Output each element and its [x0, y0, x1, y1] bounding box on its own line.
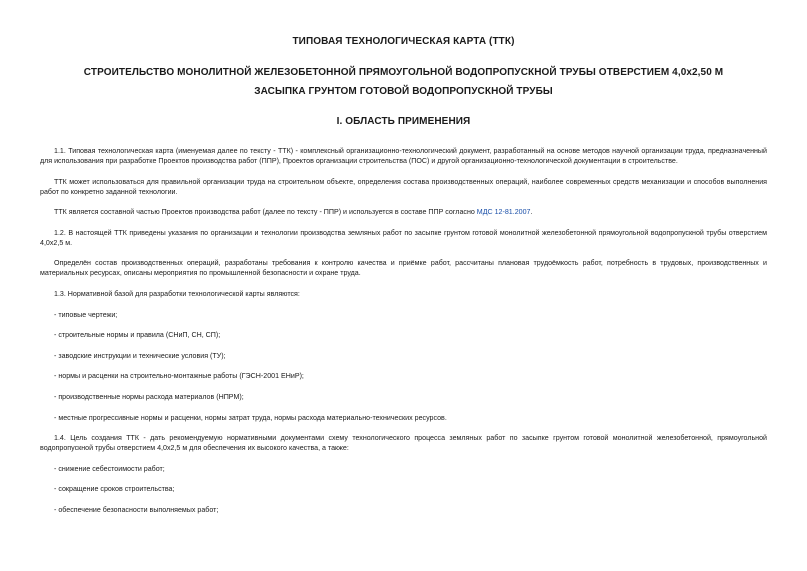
mds-link[interactable]: МДС 12-81.2007	[476, 208, 531, 217]
document-body	[40, 146, 767, 526]
paragraph-ppr-text: ТТК является составной частью Проектов производства работ (далее по тексту - ППР) и используется в составе ППР согласно	[54, 208, 477, 217]
paragraph-ppr	[40, 207, 767, 217]
paragraph-1-3: 1.3. Нормативной базой для разработки технологической карты являются:	[54, 289, 300, 298]
paragraph-1-2: 1.2. В настоящей ТТК приведены указания по организации и технологии производства земляных работ по засыпке грунтом готовой монолитной железобетонной прямоугольной водопропускной трубы отверстием 4,0х2,5 м.	[40, 228, 767, 247]
document-subtitle-secondary: ЗАСЫПКА ГРУНТОМ ГОТОВОЙ ВОДОПРОПУСКНОЙ ТРУБЫ	[254, 86, 553, 97]
paragraph-1-4: 1.4. Цель создания ТТК - дать рекомендуемую нормативными документами схему технологического процесса земляных работ по засыпке грунтом готовой монолитной железобетонной, прямоугольной водопропускной трубы отверстием 4,0х2,5 м для обеспечения их высокого качества, а также:	[40, 434, 767, 453]
list-item: - обеспечение безопасности выполняемых работ;	[54, 505, 219, 514]
list-item: - производственные нормы расхода материалов (НПРМ);	[54, 392, 244, 401]
list-item: - заводские инструкции и технические условия (ТУ);	[54, 351, 226, 360]
list-item: - местные прогрессивные нормы и расценки, нормы затрат труда, нормы расхода материально-технических ресурсов.	[54, 413, 447, 422]
document-title: ТИПОВАЯ ТЕХНОЛОГИЧЕСКАЯ КАРТА (ТТК)	[292, 36, 515, 47]
paragraph-ppr-end: .	[530, 208, 533, 217]
list-item: - нормы и расценки на строительно-монтажные работы (ГЭСН-2001 ЕНиР);	[54, 372, 304, 381]
list-item: - сокращение сроков строительства;	[54, 485, 175, 494]
section-heading: I. ОБЛАСТЬ ПРИМЕНЕНИЯ	[336, 116, 471, 127]
paragraph-1-1: 1.1. Типовая технологическая карта (именуемая далее по тексту - ТТК) - комплексный организационно-технологический документ, разработанный на основе методов научной организации труда, предназначенный для использования при разработке Проектов производства работ (ППР), Проектов организации строительства (ПОС) и другой организационно-технологической документации в строительстве.	[40, 147, 767, 165]
paragraph-usage: ТТК может использоваться для правильной организации труда на строительном объекте, определения состава производственных операций, наиболее современных средств механизации и способов выполнения работ по конкретно заданной технологии.	[40, 177, 767, 196]
list-item: - типовые чертежи;	[54, 310, 118, 319]
list-item: - снижение себестоимости работ;	[54, 464, 165, 473]
paragraph-composition: Определён состав производственных операций, разработаны требования к контролю качества и приёмке работ, рассчитаны плановая трудоёмкость работ, потребность в трудовых, производственных и материальных ресурсах, описаны мероприятия по промышленной безопасности и охране труда.	[40, 259, 767, 278]
list-item: - строительные нормы и правила (СНиП, СН, СП);	[54, 331, 221, 340]
document-subtitle: СТРОИТЕЛЬСТВО МОНОЛИТНОЙ ЖЕЛЕЗОБЕТОННОЙ ПРЯМОУГОЛЬНОЙ ВОДОПРОПУСКНОЙ ТРУБЫ ОТВЕРСТИЕМ 4,0х2,50 М	[83, 67, 724, 78]
